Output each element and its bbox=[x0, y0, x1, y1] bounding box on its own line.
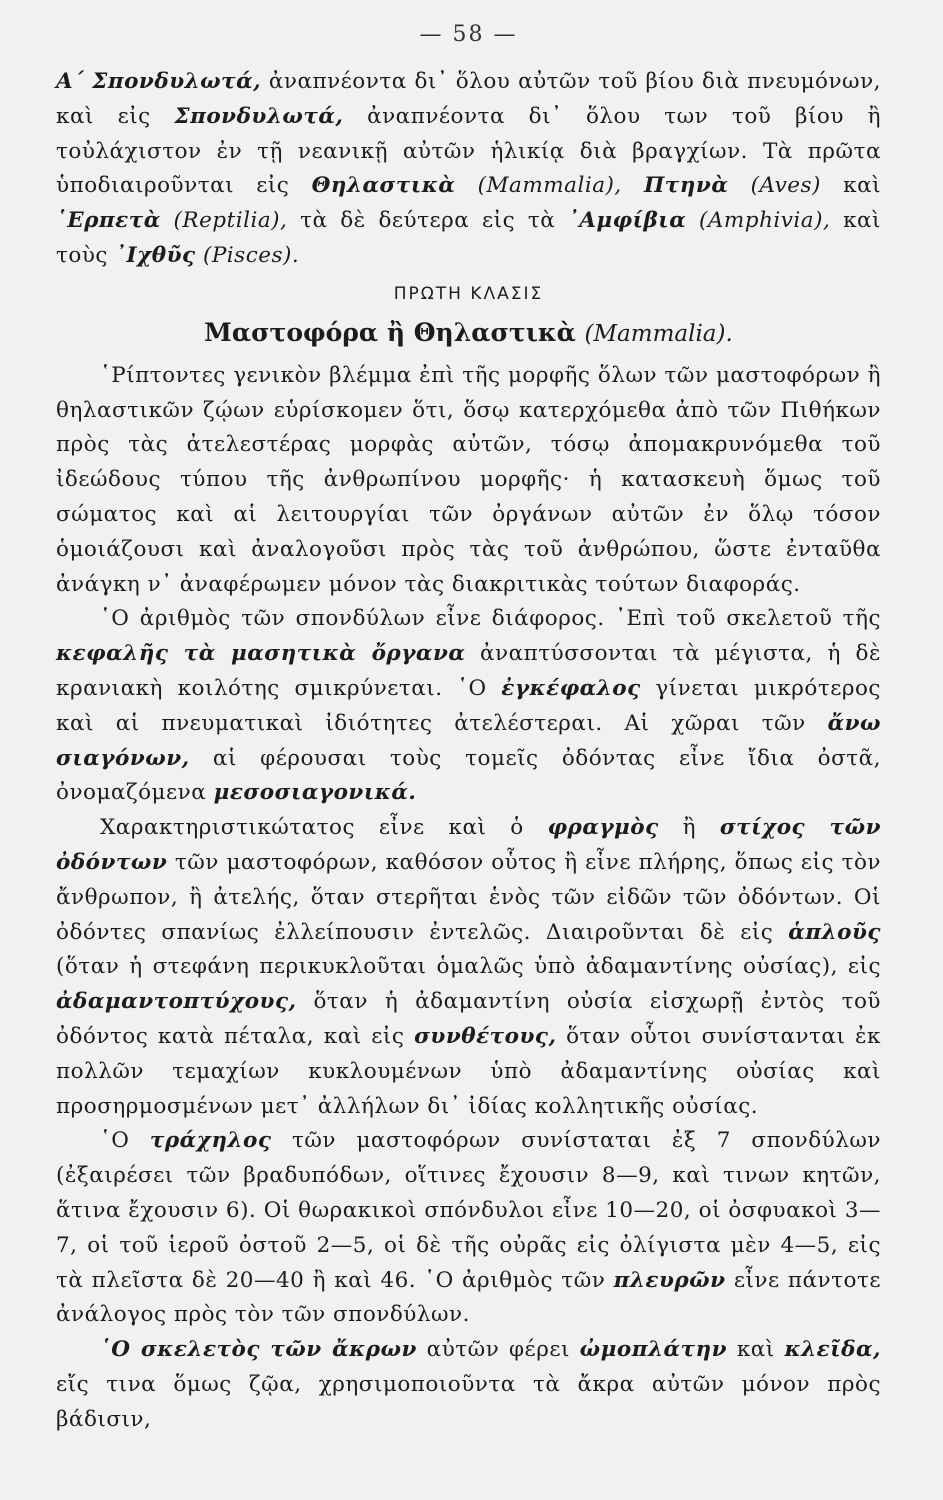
latin-mammalia: (Mammalia), bbox=[477, 173, 622, 199]
term-tooth-row: στίχος τῶν ὀδόντων bbox=[56, 815, 881, 875]
section-title-latin: (Mammalia). bbox=[584, 320, 733, 347]
term-ribs: πλευρῶν bbox=[613, 1267, 726, 1293]
term-tooth-fence: φραγμὸς bbox=[547, 815, 659, 841]
p5-text-3: εἴς τινα ὅμως ζῷα, χρησιμοποιοῦντα τὰ ἄκρα αὐτῶν μόνον πρὸς βάδισιν, bbox=[56, 1371, 881, 1432]
p2-text-1: ῾Ο ἀριθμὸς τῶν σπονδύλων εἶνε διάφορος. ᾽Επὶ τοῦ σκελετοῦ τῆς bbox=[100, 606, 881, 632]
latin-amphivia: (Amphivia), bbox=[699, 208, 831, 234]
term-clavicle: κλεῖδα, bbox=[784, 1337, 881, 1363]
term-birds: Πτηνὰ bbox=[643, 173, 729, 199]
p3-text-1: Χαρακτηριστικώτατος εἶνε καὶ ὁ bbox=[100, 815, 548, 841]
term-scapula: ὠμοπλάτην bbox=[579, 1337, 728, 1363]
term-neck: τράχηλος bbox=[149, 1128, 272, 1154]
p3-text-2: ἢ bbox=[658, 815, 720, 841]
term-upper-jaws: ἄνω σιαγόνων, bbox=[56, 710, 881, 771]
p3-text-6: ὅταν οὗτοι συνίστανται ἐκ πολλῶν τεμαχίων κυκλουμένων ὑπὸ ἀδαμαντίνης οὐσίας καὶ προσηρμοσμένων μετ᾽ ἀλλήλων δι᾽ ἰδίας κολλητικῆς οὐσίας. bbox=[56, 1023, 881, 1119]
paragraph-general-form: ῾Ρίπτοντες γενικὸν βλέμμα ἐπὶ τῆς μορφῆς ὅλων τῶν μαστοφόρων ἢ θηλαστικῶν ζῴων εὑρίσκομεν ὅτι, ὅσῳ κατερχόμεθα ἀπὸ τῶν Πιθήκων πρὸς τὰς ἀτελεστέρας μορφὰς αὐτῶν, τόσῳ ἀπομακρυνόμεθα τοῦ ἰδεώδους τύπου τῆς ἀνθρωπίνου μορφῆς· ἡ κατασκευὴ ὅμως τοῦ σώματος καὶ αἱ λειτουργίαι τῶν ὀργάνων αὐτῶν ἐν ὅλῳ τόσον ὁμοιάζουσι καὶ ἀναλογοῦσι πρὸς τὰς τοῦ ἀνθρώπου, ὥστε ἐνταῦθα ἀνάγκη ν᾽ ἀναφέρωμεν μόνον τὰς διακριτικὰς τούτων διαφοράς. bbox=[56, 362, 881, 597]
p4-text-3: εἶνε πάντοτε ἀνάλογος πρὸς τὸν τῶν σπονδύλων. bbox=[56, 1267, 881, 1328]
intro-label: Α΄ bbox=[56, 69, 85, 94]
term-jaw-organs: κεφαλῆς τὰ μασητικὰ ὄργανα bbox=[56, 641, 466, 667]
class-heading: ΠΡΩΤΗ ΚΛΑΣΙΣ bbox=[393, 283, 544, 304]
p5-text-1: αὐτῶν φέρει bbox=[416, 1337, 580, 1363]
p4-text-1: ῾Ο bbox=[100, 1128, 150, 1154]
p5-text-2: καὶ bbox=[727, 1337, 785, 1363]
latin-pisces: (Pisces). bbox=[202, 242, 300, 268]
term-vertebrates: Σπονδυλωτά, bbox=[92, 69, 262, 94]
paragraph-skeleton bbox=[56, 602, 881, 811]
paragraph-limbs bbox=[56, 1333, 881, 1437]
intro-text-5: καὶ τοὺς bbox=[56, 208, 881, 268]
intro-text-2: ἀναπνέοντα δι᾽ ὅλου των τοῦ βίου ἢ τοὐλάχιστον ἐν τῇ νεανικῇ αὐτῶν ἡλικίᾳ διὰ βραγχίων. Τὰ πρῶτα ὑποδιαιροῦνται εἰς bbox=[56, 103, 881, 199]
p3-text-3: τῶν μαστοφόρων, καθόσον οὗτος ἢ εἶνε πλήρης, ὅπως εἰς τὸν ἄνθρωπον, ἢ ἀτελής, ὅταν στερῆται ἑνὸς τῶν εἰδῶν τῶν ὀδόντων. Οἱ ὀδόντες σπανίως ἐλλείπουσιν ἐντελῶς. Διαιροῦνται δὲ εἰς bbox=[56, 849, 881, 945]
intro-text-1: ἀναπνέοντα δι᾽ ὅλου αὐτῶν τοῦ βίου διὰ πνευμόνων, καὶ εἰς bbox=[56, 69, 881, 129]
p3-text-5: ὅταν ἡ ἀδαμαντίνη οὐσία εἰσχωρῇ ἐντὸς τοῦ ὀδόντος κατὰ πέταλα, καὶ εἰς bbox=[56, 989, 881, 1049]
term-simple-teeth: ἁπλοῦς bbox=[788, 919, 881, 945]
section-title bbox=[56, 318, 881, 347]
paragraph-teeth bbox=[56, 811, 881, 1124]
term-mammals: Θηλαστικὰ bbox=[311, 173, 456, 199]
latin-reptilia: (Reptilia), bbox=[173, 208, 288, 234]
term-folded-teeth: ἀδαμαντοπτύχους, bbox=[56, 989, 297, 1015]
term-reptiles: ῾Ερπετὰ bbox=[56, 208, 161, 234]
p2-text-2: ἀναπτύσσονται τὰ μέγιστα, ἡ δὲ κρανιακὴ κοιλότης σμικρύνεται. ῾Ο bbox=[56, 641, 881, 701]
page-number: — 58 — bbox=[419, 22, 518, 47]
term-fishes: ᾽Ιχθῦς bbox=[115, 242, 196, 268]
intro-paragraph bbox=[56, 65, 881, 274]
term-compound-teeth: συνθέτους, bbox=[414, 1023, 557, 1049]
p2-text-4: αἱ φέρουσαι τοὺς τομεῖς ὀδόντας εἶνε ἴδια ὀστᾶ, ὀνομαζόμενα bbox=[56, 745, 881, 806]
intro-text-4: τὰ δὲ δεύτερα εἰς τὰ bbox=[287, 208, 568, 234]
p2-text-3: γίνεται μικρότερος καὶ αἱ πνευματικαὶ ἰδιότητες ἀτελέστεραι. Αἱ χῶραι τῶν bbox=[56, 675, 881, 736]
latin-aves: (Aves) bbox=[750, 173, 821, 199]
term-vertebrates-2: Σπονδυλωτά, bbox=[174, 103, 344, 129]
term-amphibians: ᾽Αμφίβια bbox=[568, 208, 687, 234]
term-brain: ἐγκέφαλος bbox=[501, 675, 641, 701]
term-limb-skeleton: ῾Ο σκελετὸς τῶν ἄκρων bbox=[100, 1337, 417, 1363]
section-title-main: Μαστοφόρα ἢ Θηλαστικὰ bbox=[204, 317, 576, 347]
p4-text-2: τῶν μαστοφόρων συνίσταται ἐξ 7 σπονδύλων (ἐξαιρέσει τῶν βραδυπόδων, οἵτινες ἔχουσιν 8—9, καὶ τινων κητῶν, ἅτινα ἔχουσιν 6). Οἱ θωρακικοὶ σπόνδυλοι εἶνε 10—20, οἱ ὀσφυακοὶ 3—7, οἱ τοῦ ἱεροῦ ὀστοῦ 2—5, οἱ δὲ τῆς οὐρᾶς εἰς ὀλίγιστα μὲν 4—5, εἰς τὰ πλεῖστα δὲ 20—40 ἢ καὶ 46. ῾Ο ἀριθμὸς τῶν bbox=[56, 1128, 881, 1293]
term-premaxillary: μεσοσιαγονικά. bbox=[213, 780, 417, 806]
paragraph-neck bbox=[56, 1124, 881, 1333]
intro-text-3: καὶ bbox=[820, 173, 882, 199]
p3-text-4: (ὅταν ἡ στεφάνη περικυκλοῦται ὁμαλῶς ὑπὸ ἀδαμαντίνης οὐσίας), εἰς bbox=[56, 954, 881, 980]
